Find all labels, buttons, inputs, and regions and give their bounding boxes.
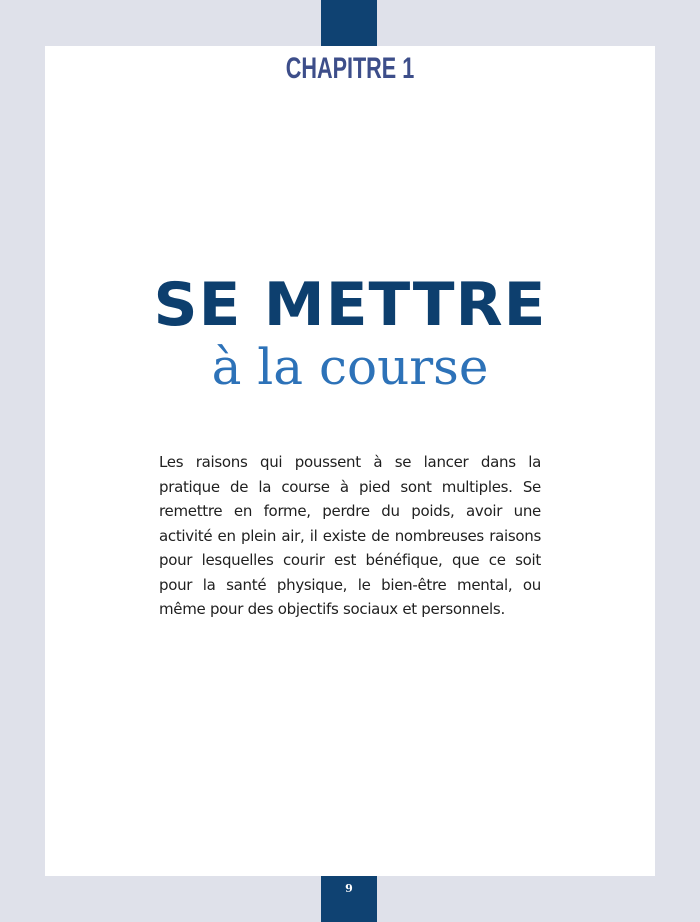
top-chapter-tab bbox=[321, 0, 377, 46]
intro-paragraph: Les raisons qui poussent à se lancer dans la pratique de la course à pied sont multiples. Se remettre en forme, perdre du poids, avoir une activité en plein air, il existe de nombreuses raisons pour lesquelles courir est bénéfique, que ce soit pour la santé physique, le bien-être mental, ou même pour des objectifs sociaux et personnels. bbox=[159, 453, 541, 618]
chapter-label: CHAPITRE 1 bbox=[285, 52, 415, 85]
chapter-subtitle: à la course bbox=[211, 338, 489, 396]
chapter-title: SE METTRE bbox=[153, 270, 547, 340]
page-number: 9 bbox=[321, 876, 377, 922]
